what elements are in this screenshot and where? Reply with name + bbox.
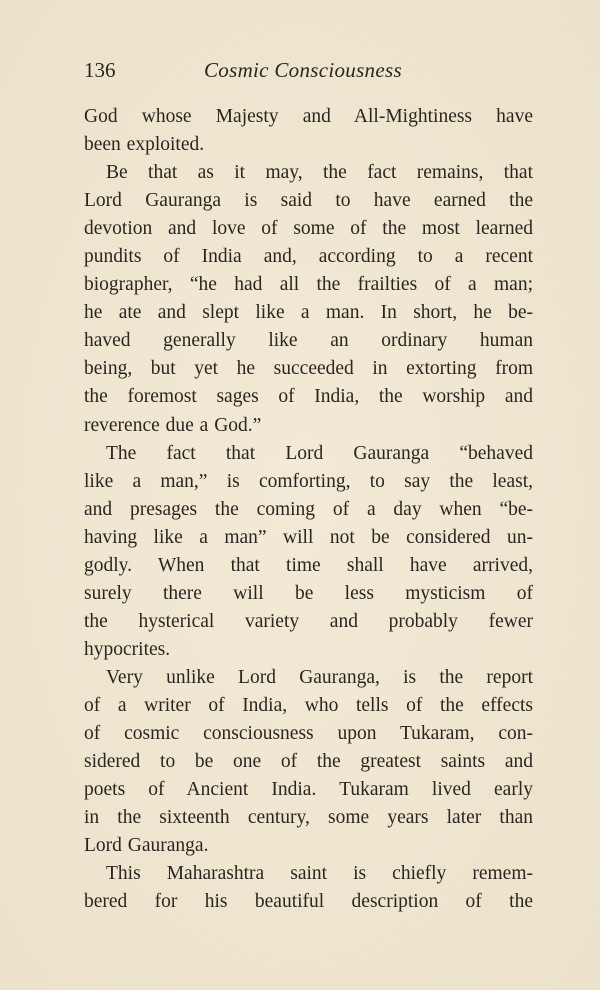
text-line: sidered to be one of the greatest saints and	[84, 751, 533, 773]
text-line: surely there will be less mysticism of	[84, 582, 533, 604]
text-line: Be that as it may, the fact remains, that	[106, 162, 533, 184]
text-line: hypocrites.	[84, 638, 171, 660]
text-line: Very unlike Lord Gauranga, is the report	[106, 666, 533, 688]
text-line: bered for his beautiful description of the	[84, 891, 533, 913]
text-line: and presages the coming of a day when “be-	[84, 498, 533, 520]
text-line: been exploited.	[84, 134, 205, 156]
text-line: God whose Majesty and All-Mightiness have	[84, 106, 533, 127]
text-line: poets of Ancient India. Tukaram lived early	[84, 779, 533, 801]
text-line: being, but yet he succeeded in extorting from	[84, 358, 533, 380]
paragraph	[84, 664, 533, 860]
text-line: of a writer of India, who tells of the effects	[84, 694, 533, 716]
text-line: haved generally like an ordinary human	[84, 330, 533, 352]
paragraph	[84, 103, 533, 159]
running-title: Cosmic Consciousness	[204, 58, 402, 82]
text-line: pundits of India and, according to a recent	[84, 246, 533, 268]
text-line: the foremost sages of India, the worship and	[84, 386, 533, 408]
body-text	[84, 103, 533, 916]
text-line: having like a man” will not be considered un-	[84, 526, 533, 548]
text-line: reverence due a God.”	[84, 414, 262, 436]
running-header	[84, 58, 534, 88]
text-line: godly. When that time shall have arrived,	[84, 554, 533, 576]
text-line: of cosmic consciousness upon Tukaram, con-	[84, 723, 533, 745]
page-number: 136	[84, 58, 116, 82]
text-line: Lord Gauranga is said to have earned the	[84, 190, 533, 212]
text-line: in the sixteenth century, some years later than	[84, 807, 533, 829]
text-line: like a man,” is comforting, to say the least,	[84, 470, 533, 492]
text-line: Lord Gauranga.	[84, 835, 209, 857]
text-line: devotion and love of some of the most learned	[84, 218, 533, 240]
text-line: The fact that Lord Gauranga “behaved	[106, 442, 533, 464]
paragraph	[84, 159, 533, 439]
text-line: he ate and slept like a man. In short, he be-	[84, 302, 533, 324]
paragraph	[84, 860, 533, 916]
text-line: This Maharashtra saint is chiefly remem-	[106, 863, 533, 885]
paragraph	[84, 440, 533, 664]
text-line: biographer, “he had all the frailties of a man;	[84, 274, 533, 296]
text-line: the hysterical variety and probably fewer	[84, 610, 533, 632]
